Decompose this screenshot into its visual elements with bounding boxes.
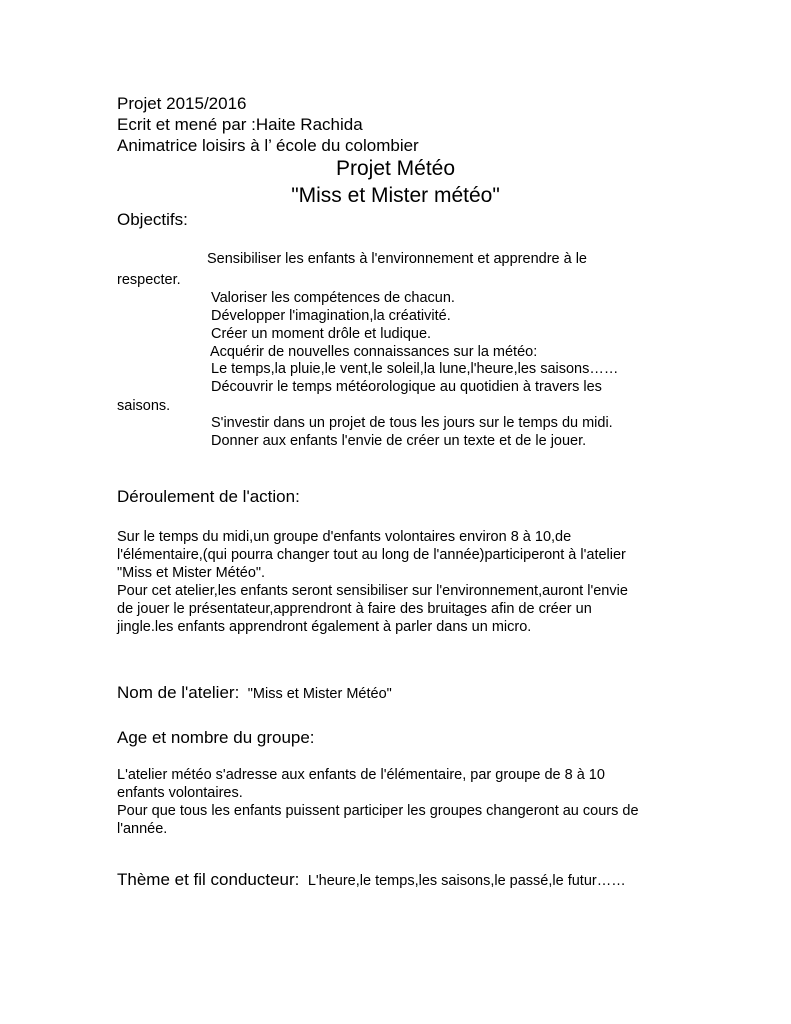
atelier-heading: Nom de l'atelier:	[117, 683, 240, 702]
objectif-item: S'investir dans un projet de tous les jours sur le temps du midi.	[211, 415, 613, 431]
objectif-item: Développer l'imagination,la créativité.	[211, 308, 451, 324]
page-title: Projet Météo	[335, 157, 456, 180]
deroulement-paragraph	[117, 528, 677, 636]
page-subtitle: "Miss et Mister météo"	[291, 184, 500, 207]
objectif-item: Donner aux enfants l'envie de créer un texte et de le jouer.	[211, 433, 587, 449]
paragraph-line: "Miss et Mister Météo".	[117, 565, 266, 581]
objectif-item: Découvrir le temps météorologique au quotidien à travers les	[211, 379, 602, 395]
atelier-line	[117, 683, 392, 703]
paragraph-line: l'élémentaire,(qui pourra changer tout au long de l'année)participeront à l'atelier	[117, 547, 626, 563]
paragraph-line: Pour cet atelier,les enfants seront sensibiliser sur l'environnement,auront l'envie	[117, 583, 628, 599]
author-role: Animatrice loisirs à l’ école du colombier	[117, 136, 419, 155]
paragraph-line: l'année.	[117, 821, 168, 837]
paragraph-line: Sur le temps du midi,un groupe d'enfants volontaires environ 8 à 10,de	[117, 529, 572, 545]
groupe-paragraph	[117, 766, 677, 838]
author-line: Ecrit et mené par :Haite Rachida	[117, 115, 363, 134]
paragraph-line: de jouer le présentateur,apprendront à faire des bruitages afin de créer un	[117, 601, 592, 617]
objectifs-heading: Objectifs:	[117, 210, 188, 229]
deroulement-heading: Déroulement de l'action:	[117, 487, 300, 506]
objectif-item: Créer un moment drôle et ludique.	[211, 326, 432, 342]
paragraph-line: L'atelier météo s'adresse aux enfants de l'élémentaire, par groupe de 8 à 10	[117, 767, 605, 783]
paragraph-line: enfants volontaires.	[117, 785, 243, 801]
objectif-item: Valoriser les compétences de chacun.	[211, 290, 455, 306]
paragraph-line: Pour que tous les enfants puissent participer les groupes changeront au cours de	[117, 803, 639, 819]
objectif-item: saisons.	[117, 398, 171, 414]
theme-value: L'heure,le temps,les saisons,le passé,le futur……	[307, 873, 626, 889]
objectif-item: Sensibiliser les enfants à l'environnement et apprendre à le	[207, 251, 587, 267]
objectif-item: respecter.	[117, 272, 181, 288]
objectif-item: Le temps,la pluie,le vent,le soleil,la lune,l'heure,les saisons……	[211, 361, 619, 377]
groupe-heading: Age et nombre du groupe:	[117, 728, 315, 747]
objectif-item: Acquérir de nouvelles connaissances sur la météo:	[210, 344, 538, 360]
atelier-name: "Miss et Mister Météo"	[247, 686, 392, 702]
paragraph-line: jingle.les enfants apprendront également à parler dans un micro.	[117, 619, 532, 635]
project-year: Projet 2015/2016	[117, 94, 247, 113]
theme-line	[117, 870, 626, 890]
theme-heading: Thème et fil conducteur:	[117, 870, 300, 889]
